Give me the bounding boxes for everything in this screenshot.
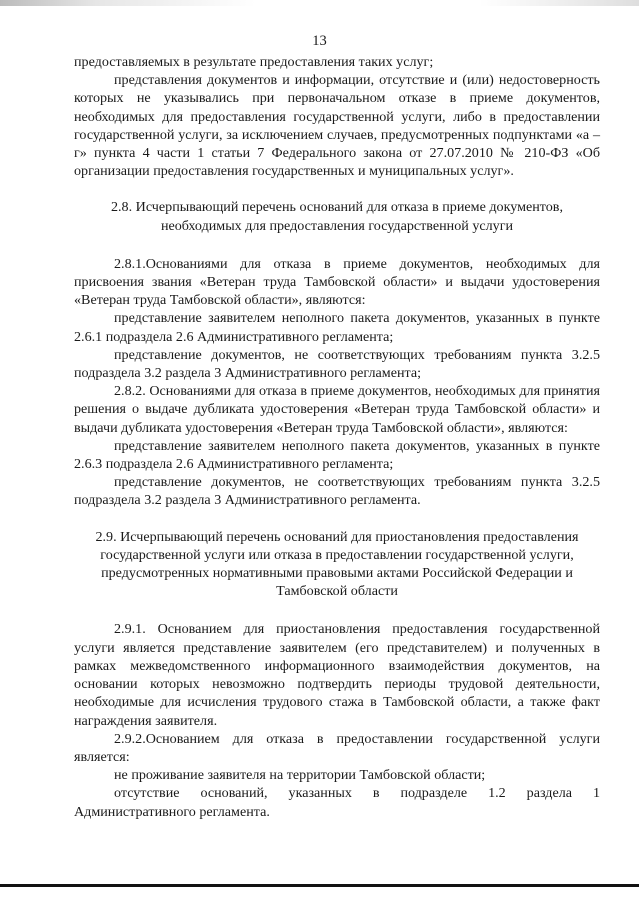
section-2-8-heading: 2.8. Исчерпывающий перечень оснований для отказа в приеме документов, необходимых для предоставления государственной услуги [110,199,563,234]
section-2-8-paragraph: представление документов, не соответствующих требованиям пункта 3.2.5 подраздела 3.2 раздела 3 Административного регламента; [74,346,600,382]
section-2-9-paragraph: 2.9.2.Основанием для отказа в предоставлении государственной услуги является: [74,730,600,765]
section-2-9-paragraph: не проживание заявителя на территории Тамбовской области; [114,767,486,784]
document-body [74,53,600,821]
section-2-9-paragraph: 2.9.1. Основанием для приостановления предоставления государственной услуги является представление заявителем (его представителем) и полученных в рамках межведомственного информационного взаимодействия документов, на основании которых невозможно подтвердить периоды трудовой деятельности, необходимые для исчисления трудового стажа в Тамбовской области, а также факт награждения заявителя. [74,621,600,729]
intro-paragraph: представления документов и информации, отсутствие и (или) недостоверность которых не указывались при первоначальном отказе в приеме документов, необходимых для предоставления государственной услуги, либо в предоставлении государственной услуги, за исключением случаев, предусмотренных подпунктами «а – г» пункта 4 части 1 статьи 7 Федерального закона от 27.07.2010 № 210-ФЗ «Об организации предоставления государственных и муниципальных услуг». [74,72,600,180]
section-2-9-paragraph: отсутствие оснований, указанных в подразделе 1.2 раздела 1 Административного регламента. [74,785,600,820]
page-bottom-rule [0,884,639,887]
section-2-8-paragraph: 2.8.2. Основаниями для отказа в приеме документов, необходимых для принятия решения о выдаче дубликата удостоверения «Ветеран труда Тамбовской области» и выдачи дубликата удостоверения «Ветеран труда Тамбовской области», являются: [74,383,600,436]
section-2-8-paragraph: представление документов, не соответствующих требованиям пункта 3.2.5 подраздела 3.2 раздела 3 Административного регламента. [74,474,600,509]
page-number: 13 [312,33,327,49]
scan-top-edge [0,0,639,6]
section-2-8-paragraph: 2.8.1.Основаниями для отказа в приеме документов, необходимых для присвоения звания «Ветеран труда Тамбовской области» и выдачи удостоверения «Ветеран труда Тамбовской области», являются: [74,255,600,309]
section-2-8-paragraph: представление заявителем неполного пакета документов, указанных в пункте 2.6.3 подраздела 2.6 Административного регламента; [74,437,600,473]
intro-continuation: предоставляемых в результате предоставления таких услуг; [74,54,434,70]
section-2-8-paragraph: представление заявителем неполного пакета документов, указанных в пункте 2.6.1 подраздела 2.6 Административного регламента; [74,310,600,345]
section-2-9-heading: 2.9. Исчерпывающий перечень оснований для приостановления предоставления государственной услуги или отказа в предоставлении государственной услуги, предусмотренных нормативными правовыми актами Российской Федерации и Тамбовской области [95,528,579,600]
